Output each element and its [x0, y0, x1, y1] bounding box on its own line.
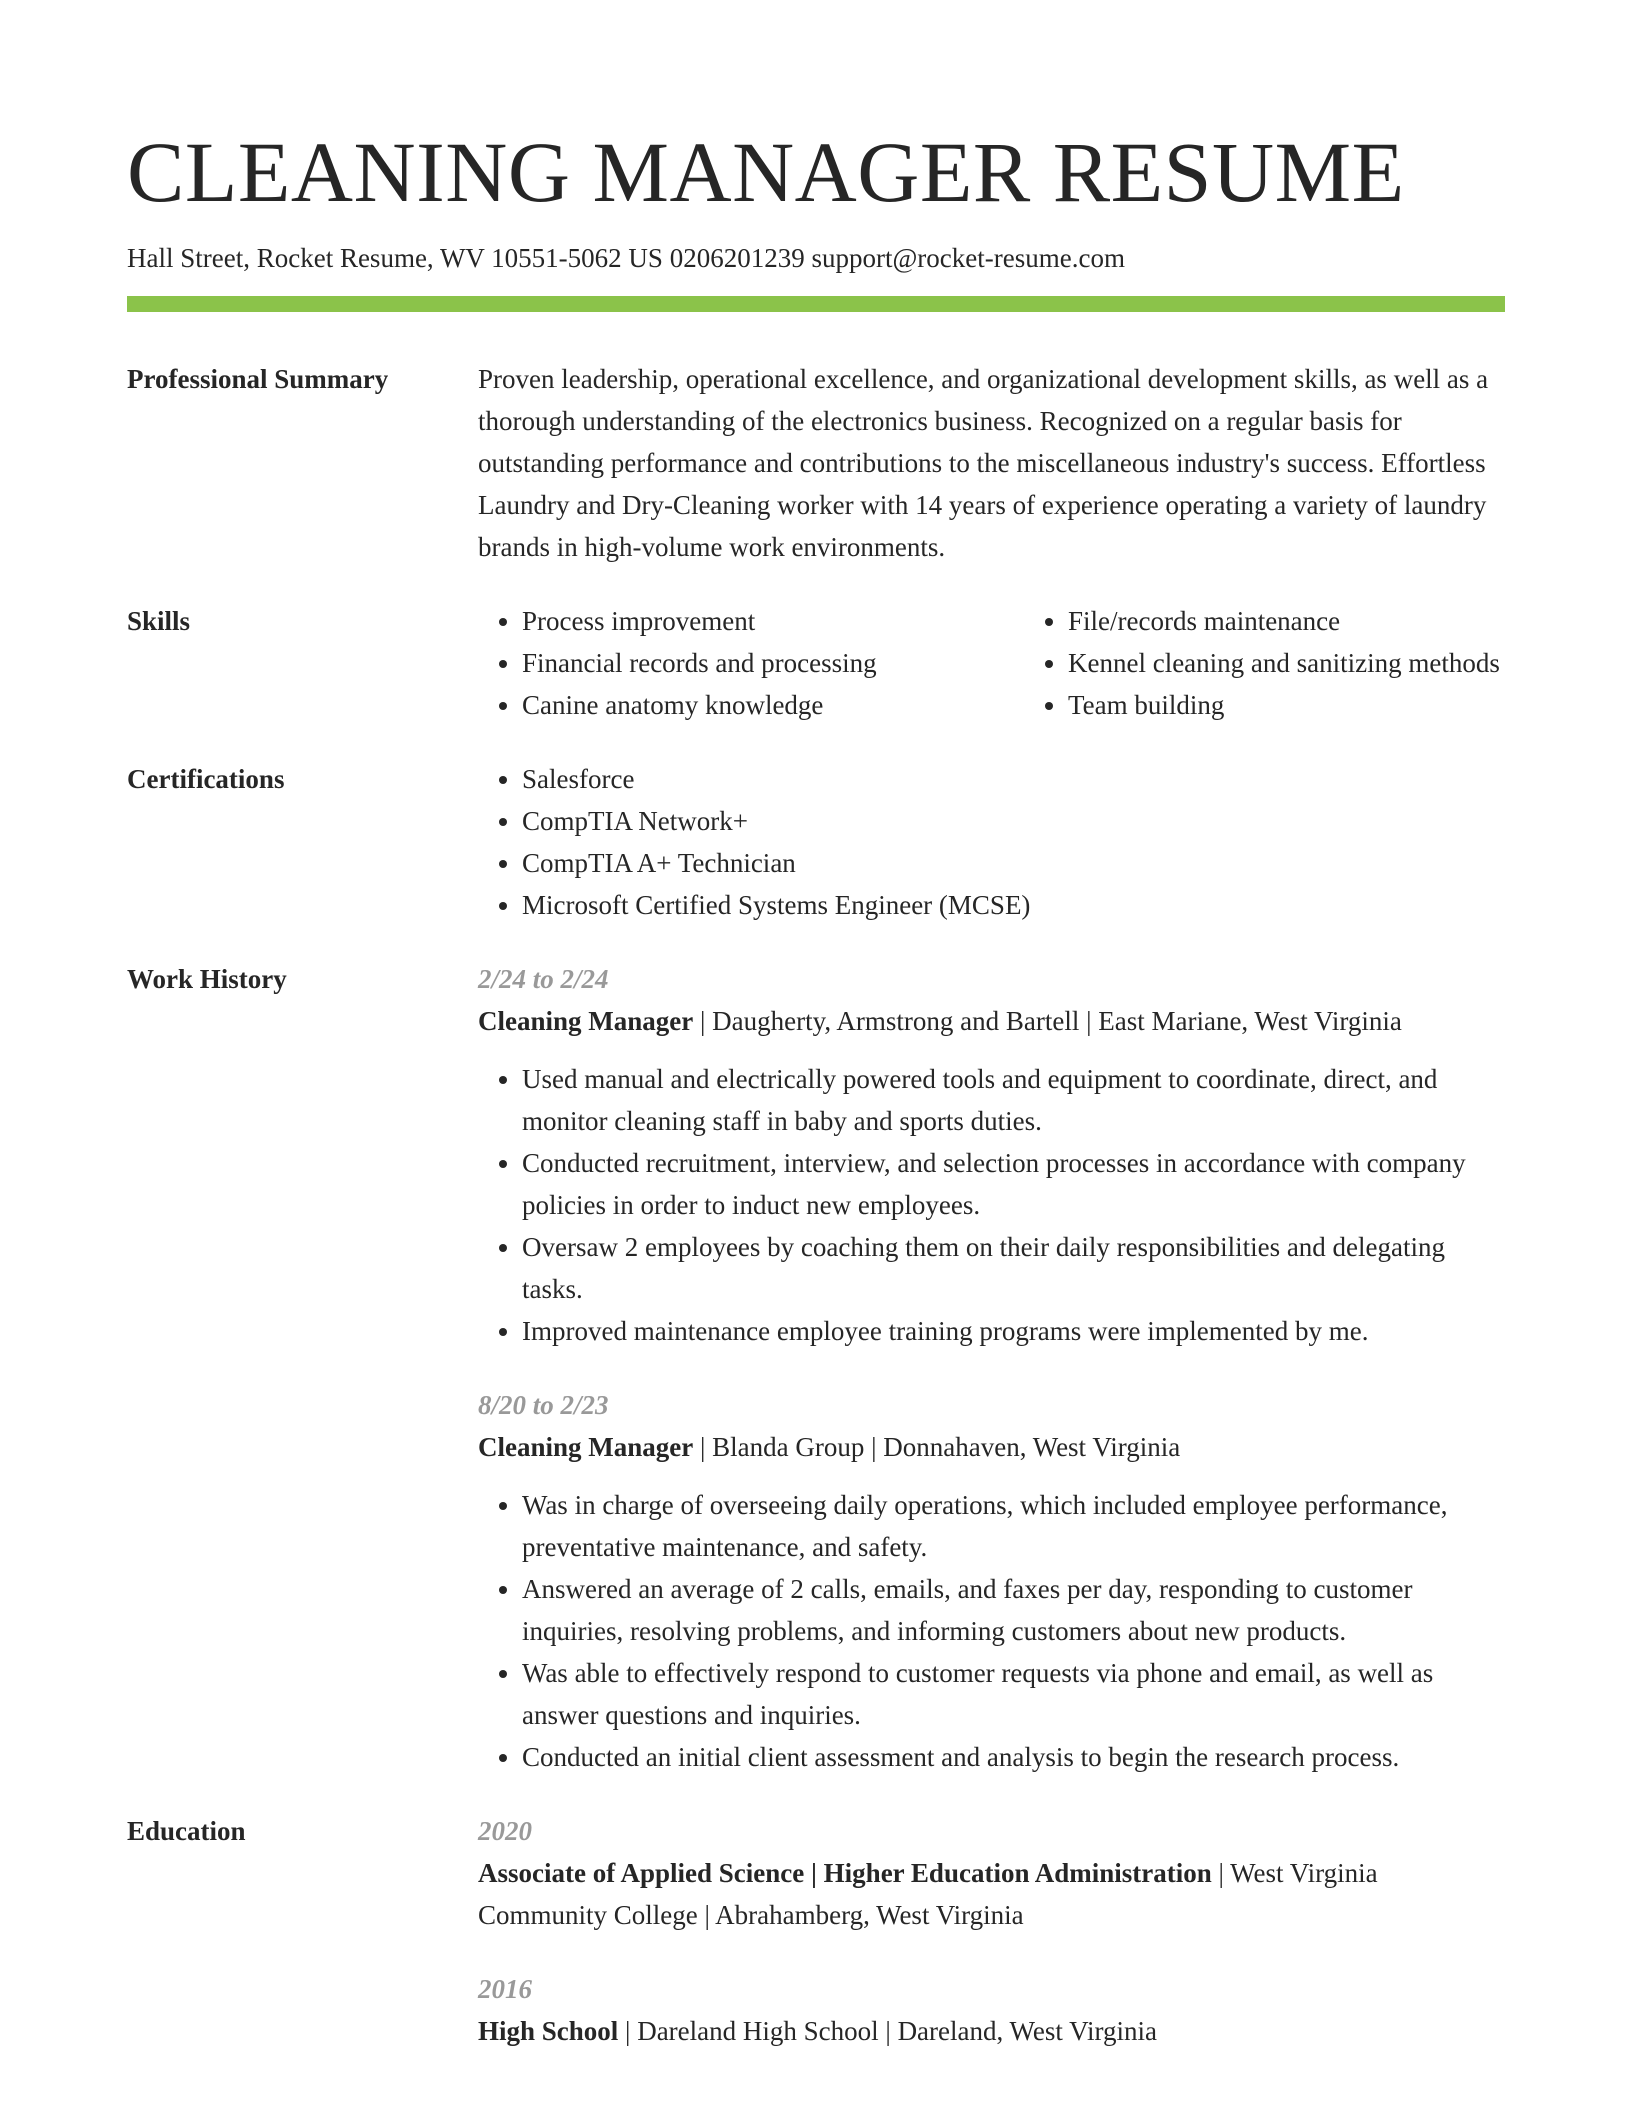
skills-heading: Skills: [127, 606, 191, 636]
separator: |: [693, 1432, 713, 1462]
skills-section: [127, 600, 1505, 726]
education-year: 2016: [478, 1974, 532, 2004]
skill-item: • Kennel cleaning and sanitizing methods: [1068, 642, 1570, 684]
education-entry: [478, 1968, 1505, 2052]
skill-item: • Process improvement: [522, 600, 1024, 642]
education-school: West Virginia Community College: [478, 1858, 1378, 1930]
education-degree: Associate of Applied Science | Higher Education Administration: [478, 1858, 1212, 1888]
resume-title: CLEANING MANAGER RESUME: [127, 124, 1405, 220]
job-role: Cleaning Manager: [478, 1432, 694, 1462]
accent-divider: [127, 296, 1505, 312]
separator: |: [693, 1006, 713, 1036]
skills-list-left: [478, 600, 1024, 726]
certifications-body: [478, 758, 1505, 926]
education-school: Dareland High School: [637, 2016, 879, 2046]
job-bullet: • Conducted recruitment, interview, and selection processes in accordance with company policies in order to induct new employees.: [522, 1142, 1505, 1226]
summary-heading: Professional Summary: [127, 364, 389, 394]
contact-line: Hall Street, Rocket Resume, WV 10551-5062 US 0206201239 support@rocket-resume.com: [127, 243, 1125, 273]
job-location: Donnahaven, West Virginia: [883, 1432, 1181, 1462]
job-entry: [478, 1384, 1505, 1778]
job-bullet: • Conducted an initial client assessment and analysis to begin the research process.: [522, 1736, 1505, 1778]
job-dates: 8/20 to 2/23: [478, 1390, 609, 1420]
work-history-heading: Work History: [127, 964, 287, 994]
job-bullet: • Used manual and electrically powered tools and equipment to coordinate, direct, and monitor cleaning staff in baby and sports duties.: [522, 1058, 1505, 1142]
certifications-list: [478, 758, 1505, 926]
separator: |: [1211, 1858, 1231, 1888]
work-history-body: [478, 958, 1505, 1778]
summary-text: Proven leadership, operational excellence, and organizational development skills, as well as a thorough understanding of the electronics business. Recognized on a regular basis for outstanding performance and contributions to the miscellaneous industry's success. Effortless Laundry and Dry-Cleaning worker with 14 years of experience operating a variety of laundry brands in high-volume work environments.: [478, 364, 1489, 562]
separator: |: [878, 2016, 898, 2046]
certifications-heading: Certifications: [127, 764, 285, 794]
education-details: [478, 2010, 1505, 2052]
job-bullet: • Oversaw 2 employees by coaching them on their daily responsibilities and delegating tasks.: [522, 1226, 1505, 1310]
certification-item: • Microsoft Certified Systems Engineer (MCSE): [522, 884, 1505, 926]
job-bullet: • Was able to effectively respond to customer requests via phone and email, as well as answer questions and inquiries.: [522, 1652, 1505, 1736]
job-bullet: • Improved maintenance employee training programs were implemented by me.: [522, 1310, 1505, 1352]
certifications-section: [127, 758, 1505, 926]
certification-item: • CompTIA Network+: [522, 800, 1505, 842]
work-history-section: [127, 958, 1505, 1778]
job-header: [478, 1426, 1505, 1468]
separator: |: [864, 1432, 884, 1462]
job-bullets: [478, 1484, 1505, 1778]
skill-item: • Canine anatomy knowledge: [522, 684, 1024, 726]
education-body: [478, 1810, 1505, 2052]
education-degree: High School: [478, 2016, 619, 2046]
education-entry: [478, 1810, 1505, 1936]
skill-item: • Team building: [1068, 684, 1570, 726]
skills-list-right: [1024, 600, 1570, 726]
skill-item: • File/records maintenance: [1068, 600, 1570, 642]
certification-item: • Salesforce: [522, 758, 1505, 800]
job-bullet: • Answered an average of 2 calls, emails, and faxes per day, responding to customer inquiries, resolving problems, and informing customers about new products.: [522, 1568, 1505, 1652]
job-company: Blanda Group: [712, 1432, 865, 1462]
job-role: Cleaning Manager: [478, 1006, 694, 1036]
separator: |: [1079, 1006, 1099, 1036]
education-location: Dareland, West Virginia: [897, 2016, 1157, 2046]
certification-item: • CompTIA A+ Technician: [522, 842, 1505, 884]
education-section: [127, 1810, 1505, 2052]
job-header: [478, 1000, 1505, 1042]
education-location: Abrahamberg, West Virginia: [715, 1900, 1024, 1930]
job-location: East Mariane, West Virginia: [1098, 1006, 1402, 1036]
separator: |: [697, 1900, 716, 1930]
job-dates: 2/24 to 2/24: [478, 964, 609, 994]
job-bullets: [478, 1058, 1505, 1352]
job-entry: [478, 958, 1505, 1352]
job-bullet: • Was in charge of overseeing daily operations, which included employee performance, preventative maintenance, and safety.: [522, 1484, 1505, 1568]
summary-section: [127, 358, 1505, 568]
separator: |: [618, 2016, 638, 2046]
skills-columns: [478, 600, 1570, 726]
education-heading: Education: [127, 1816, 246, 1846]
education-year: 2020: [478, 1816, 532, 1846]
education-details: [478, 1852, 1505, 1936]
skill-item: • Financial records and processing: [522, 642, 1024, 684]
job-company: Daugherty, Armstrong and Bartell: [712, 1006, 1080, 1036]
